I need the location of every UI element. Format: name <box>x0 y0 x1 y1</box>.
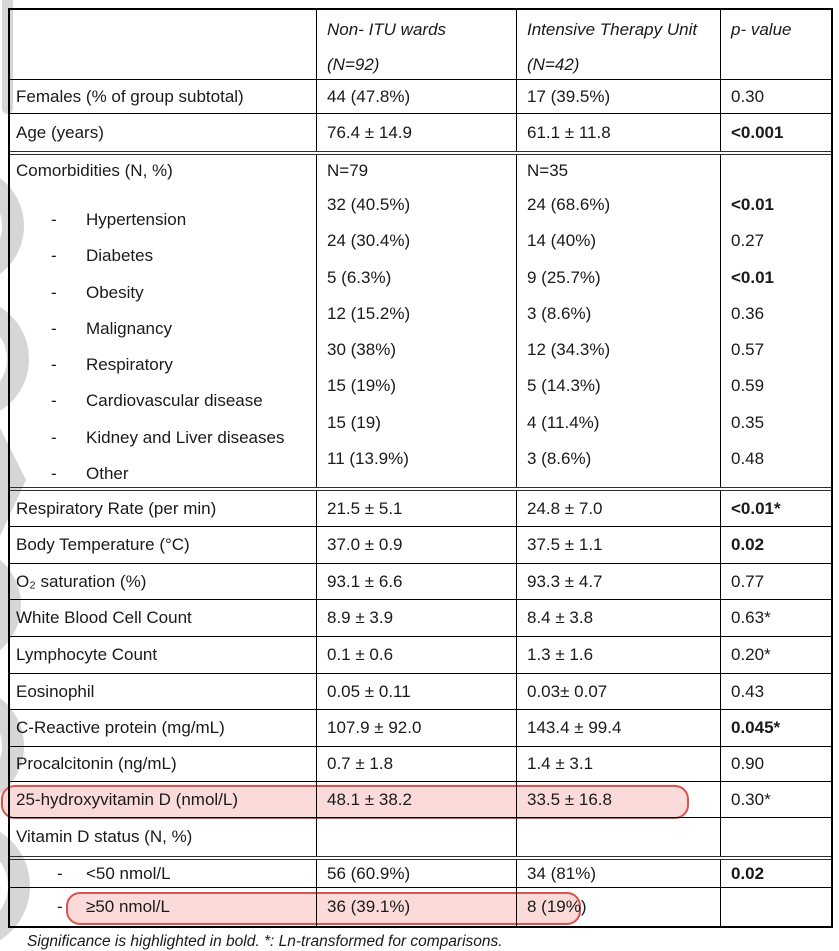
row-label: Vitamin D status (N, %) <box>10 818 317 856</box>
cell-non-itu: 24 (30.4%) <box>327 231 411 251</box>
cell-non-itu <box>317 818 517 856</box>
header-itu-line1: Intensive Therapy Unit <box>527 20 698 39</box>
cell-p: <0.01 <box>731 195 775 214</box>
table-footnote: Significance is highlighted in bold. *: Ln-transformed for comparisons. <box>27 933 503 950</box>
cell-p: 0.63* <box>731 608 771 627</box>
row-label: Females (% of group subtotal) <box>10 80 317 113</box>
bullet-dash: - <box>51 355 57 375</box>
bullet-dash: - <box>51 210 57 229</box>
header-non-itu-line2: (N=92) <box>327 55 380 74</box>
comorbidities-itu-cell <box>517 155 721 487</box>
bullet-dash: - <box>51 282 57 302</box>
bullet-dash: - <box>51 464 57 484</box>
bullet-dash: - <box>57 897 63 916</box>
list-item: - Malignancy <box>51 318 172 338</box>
list-item: - Kidney and Liver diseases <box>51 427 285 447</box>
row-label: Age (years) <box>10 114 317 151</box>
cell-itu: 8.4 ± 3.8 <box>517 600 721 636</box>
cell-non-itu: 15 (19%) <box>327 376 396 396</box>
table-row-respiratory-rate <box>10 491 831 527</box>
cell-itu <box>517 818 721 856</box>
cell-non-itu: 0.7 ± 1.8 <box>317 747 517 781</box>
cell-non-itu: 12 (15.2%) <box>327 303 411 323</box>
cell-p: 0.35 <box>731 412 765 432</box>
header-itu-line2: (N=42) <box>527 55 580 74</box>
row-label: Body Temperature (°C) <box>10 527 317 563</box>
cell-p <box>721 888 831 926</box>
cell-non-itu: 48.1 ± 38.2 <box>317 782 517 817</box>
cell-p: 0.27 <box>731 231 765 251</box>
cell-itu: 1.4 ± 3.1 <box>517 747 721 781</box>
comorbidities-list <box>16 211 316 501</box>
cell-itu: 61.1 ± 11.8 <box>517 114 721 151</box>
table-row-25-hydroxyvitamin-d <box>10 782 831 818</box>
header-empty-cell <box>10 10 317 79</box>
header-itu <box>517 10 721 79</box>
table-row-eosinophil <box>10 674 831 710</box>
cell-non-itu: 56 (60.9%) <box>317 860 517 887</box>
cell-itu: 3 (8.6%) <box>527 303 592 323</box>
cell-non-itu: 107.9 ± 92.0 <box>317 710 517 746</box>
cell-non-itu: 44 (47.8%) <box>317 80 517 113</box>
cell-itu: 34 (81%) <box>517 860 721 887</box>
cell-p <box>721 818 831 856</box>
cell-itu: 33.5 ± 16.8 <box>517 782 721 817</box>
cell-p: 0.77 <box>731 571 765 591</box>
cell-p: 0.57 <box>731 340 765 360</box>
cell-p: 0.20* <box>731 645 771 664</box>
cell-itu: 1.3 ± 1.6 <box>517 637 721 673</box>
cell-p: <0.01* <box>731 498 781 518</box>
table-row-vitamin-d-status <box>10 818 831 856</box>
cell-non-itu: 5 (6.3%) <box>327 267 392 287</box>
cell-non-itu: 37.0 ± 0.9 <box>317 527 517 563</box>
cell-itu: 93.3 ± 4.7 <box>517 564 721 599</box>
bullet-dash: - <box>51 391 57 411</box>
cell-itu: 8 (19%) <box>517 888 721 926</box>
bullet-dash: - <box>51 427 57 447</box>
row-label: 25-hydroxyvitamin D (nmol/L) <box>10 782 317 817</box>
cell-itu: 14 (40%) <box>527 231 596 251</box>
list-item: - Diabetes <box>51 246 154 266</box>
cell-itu: 24 (68.6%) <box>527 195 611 214</box>
cell-p: <0.01 <box>731 267 775 287</box>
row-label: Procalcitonin (ng/mL) <box>10 747 317 781</box>
cell-non-itu: 8.9 ± 3.9 <box>317 600 517 636</box>
row-label: White Blood Cell Count <box>10 600 317 636</box>
table-header-row <box>10 10 831 80</box>
header-non-itu <box>317 10 517 79</box>
comorbidities-label-cell <box>10 155 317 487</box>
cell-non-itu: 15 (19) <box>327 412 381 432</box>
bullet-dash: - <box>51 246 57 266</box>
cell-p: <0.001 <box>731 122 784 142</box>
row-label: Eosinophil <box>10 674 317 709</box>
cell-itu: 9 (25.7%) <box>527 267 601 287</box>
itu-n: N=35 <box>527 161 569 180</box>
cell-itu: 24.8 ± 7.0 <box>517 491 721 526</box>
cell-p: 0.30* <box>731 789 771 809</box>
cell-p: 0.43 <box>731 681 765 701</box>
cell-non-itu: 36 (39.1%) <box>317 888 517 926</box>
cell-non-itu: 11 (13.9%) <box>327 449 409 469</box>
cell-non-itu: 0.1 ± 0.6 <box>317 637 517 673</box>
table-row-comorbidities <box>10 155 831 487</box>
list-item: - Cardiovascular disease <box>51 391 263 411</box>
cell-p: 0.90 <box>731 754 765 773</box>
table-row-females <box>10 80 831 114</box>
table-row-procalcitonin <box>10 747 831 782</box>
list-item: - Respiratory <box>51 355 173 375</box>
cell-itu: 3 (8.6%) <box>527 449 592 469</box>
list-item: - Hypertension <box>51 210 187 229</box>
cell-p: 0.02 <box>731 863 765 883</box>
cell-non-itu: 32 (40.5%) <box>327 195 411 214</box>
comorbidities-title: Comorbidities (N, %) <box>16 161 173 180</box>
cell-itu: 143.4 ± 99.4 <box>517 710 721 746</box>
comorbidities-p-cell <box>721 155 831 487</box>
comorbidities-non-itu-cell <box>317 155 517 487</box>
cell-itu: 4 (11.4%) <box>527 412 600 432</box>
row-label: Lymphocyte Count <box>10 637 317 673</box>
table-row-body-temperature <box>10 527 831 564</box>
cell-itu: 5 (14.3%) <box>527 376 601 396</box>
header-p-value: p- value <box>731 20 792 39</box>
cell-non-itu: 21.5 ± 5.1 <box>317 491 517 526</box>
row-label-cell: - <50 nmol/L <box>10 860 317 887</box>
table-row-o2-saturation <box>10 564 831 600</box>
cell-itu: 17 (39.5%) <box>517 80 721 113</box>
non-itu-n: N=79 <box>327 161 369 180</box>
header-non-itu-line1: Non- ITU wards <box>327 20 447 39</box>
row-label-cell: - ≥50 nmol/L <box>10 888 317 926</box>
list-item: - Other <box>51 464 129 484</box>
cell-non-itu: 0.05 ± 0.11 <box>317 674 517 709</box>
table-row-crp <box>10 710 831 747</box>
cell-p: 0.045* <box>731 718 781 737</box>
table-row-wbc <box>10 600 831 637</box>
table-row-ge50 <box>10 888 831 926</box>
cell-itu: 37.5 ± 1.1 <box>517 527 721 563</box>
table-row-lt50 <box>10 860 831 888</box>
cell-p: 0.48 <box>731 449 765 469</box>
list-item: - Obesity <box>51 282 144 302</box>
row-label: O₂ saturation (%) <box>10 564 317 599</box>
bullet-dash: - <box>57 863 63 883</box>
row-label: C-Reactive protein (mg/mL) <box>10 710 317 746</box>
table-row-lymphocyte <box>10 637 831 674</box>
cell-p: 0.59 <box>731 376 765 396</box>
cell-non-itu: 30 (38%) <box>327 340 396 360</box>
cell-non-itu: 76.4 ± 14.9 <box>317 114 517 151</box>
cell-p: 0.30 <box>731 86 765 106</box>
cell-p: 0.02 <box>731 535 765 554</box>
cell-itu: 12 (34.3%) <box>527 340 611 360</box>
results-table <box>8 8 833 928</box>
cell-non-itu: 93.1 ± 6.6 <box>317 564 517 599</box>
table-row-age <box>10 114 831 151</box>
row-label: Respiratory Rate (per min) <box>10 491 317 526</box>
bullet-dash: - <box>51 318 57 338</box>
cell-itu: 0.03± 0.07 <box>517 674 721 709</box>
cell-p: 0.36 <box>731 303 765 323</box>
